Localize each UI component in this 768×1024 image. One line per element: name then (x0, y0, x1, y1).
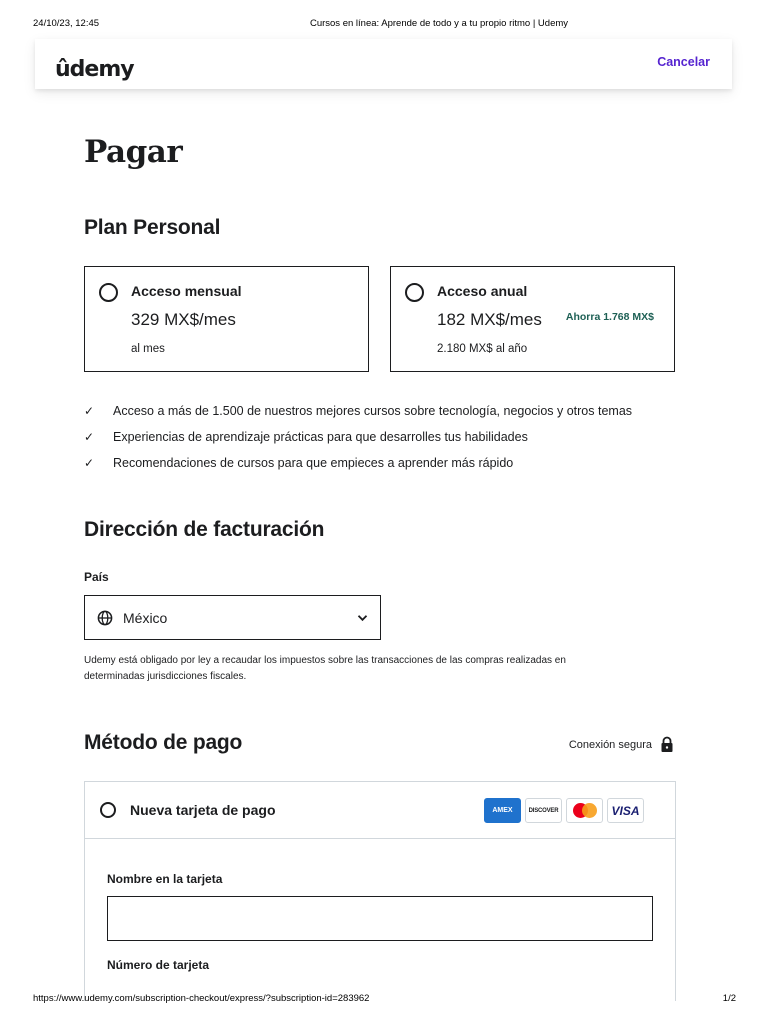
card-number-label: Número de tarjeta (107, 958, 210, 972)
billing-heading: Dirección de facturación (84, 518, 325, 541)
benefit-item (84, 450, 632, 476)
plan-option-monthly[interactable] (84, 266, 369, 372)
country-label: País (84, 570, 109, 584)
udemy-logo[interactable] (55, 45, 134, 81)
plan-price: 182 MX$/mes (437, 310, 542, 329)
check-icon: ✓ (84, 430, 95, 444)
secure-connection (569, 736, 674, 753)
radio-monthly[interactable] (99, 283, 118, 302)
country-select[interactable] (84, 595, 381, 640)
plan-name: Acceso mensual (131, 283, 242, 299)
print-datetime: 24/10/23, 12:45 (33, 18, 100, 29)
benefit-text: Recomendaciones de cursos para que empieces a aprender más rápido (113, 456, 514, 470)
plan-billing-period: 2.180 MX$ al año (437, 343, 528, 355)
payment-heading: Método de pago (84, 731, 243, 754)
globe-icon (97, 610, 113, 626)
benefit-item (84, 424, 632, 450)
new-card-option[interactable] (85, 782, 675, 839)
page-title: Pagar (84, 134, 183, 170)
print-doc-title: Cursos en línea: Aprende de todo y a tu propio ritmo | Udemy (309, 18, 569, 29)
benefits-list (84, 398, 632, 476)
payment-methods (84, 781, 676, 1001)
check-icon: ✓ (84, 456, 95, 470)
plan-price: 329 MX$/mes (131, 310, 236, 329)
print-page-number: 1/2 (722, 993, 736, 1004)
radio-new-card[interactable] (100, 802, 116, 818)
new-card-label: Nueva tarjeta de pago (130, 802, 276, 818)
mastercard-card-icon (566, 798, 603, 823)
plan-billing-period: al mes (131, 343, 165, 355)
card-name-label: Nombre en la tarjeta (107, 872, 223, 886)
savings-badge: Ahorra 1.768 MX$ (565, 311, 654, 323)
chevron-down-icon (357, 614, 368, 622)
lock-icon (660, 736, 674, 753)
checkout-header (35, 39, 732, 89)
benefit-item (84, 398, 632, 424)
secure-label: Conexión segura (568, 738, 652, 751)
cancel-link[interactable]: Cancelar (657, 55, 710, 69)
card-logos (484, 798, 644, 823)
visa-card-icon: VISA (607, 798, 644, 823)
card-name-input[interactable] (107, 896, 653, 941)
plan-option-annual[interactable] (390, 266, 675, 372)
plan-heading: Plan Personal (84, 216, 221, 239)
benefit-text: Experiencias de aprendizaje prácticas para que desarrolles tus habilidades (113, 430, 528, 444)
discover-card-icon: DISCOVER (525, 798, 562, 823)
country-value: México (123, 609, 168, 626)
benefit-text: Acceso a más de 1.500 de nuestros mejores cursos sobre tecnología, negocios y otros temas (113, 404, 633, 418)
check-icon: ✓ (84, 404, 95, 418)
amex-card-icon: AMEX (484, 798, 521, 823)
tax-note: Udemy está obligado por ley a recaudar los impuestos sobre las transacciones de las compras realizadas en determinadas jurisdicciones fiscales. (84, 655, 566, 682)
radio-annual[interactable] (405, 283, 424, 302)
print-header (0, 18, 768, 32)
print-url: https://www.udemy.com/subscription-checkout/express/?subscription-id=283962 (33, 993, 370, 1004)
logo-text: ûdemy (55, 57, 134, 82)
plan-name: Acceso anual (437, 283, 528, 299)
